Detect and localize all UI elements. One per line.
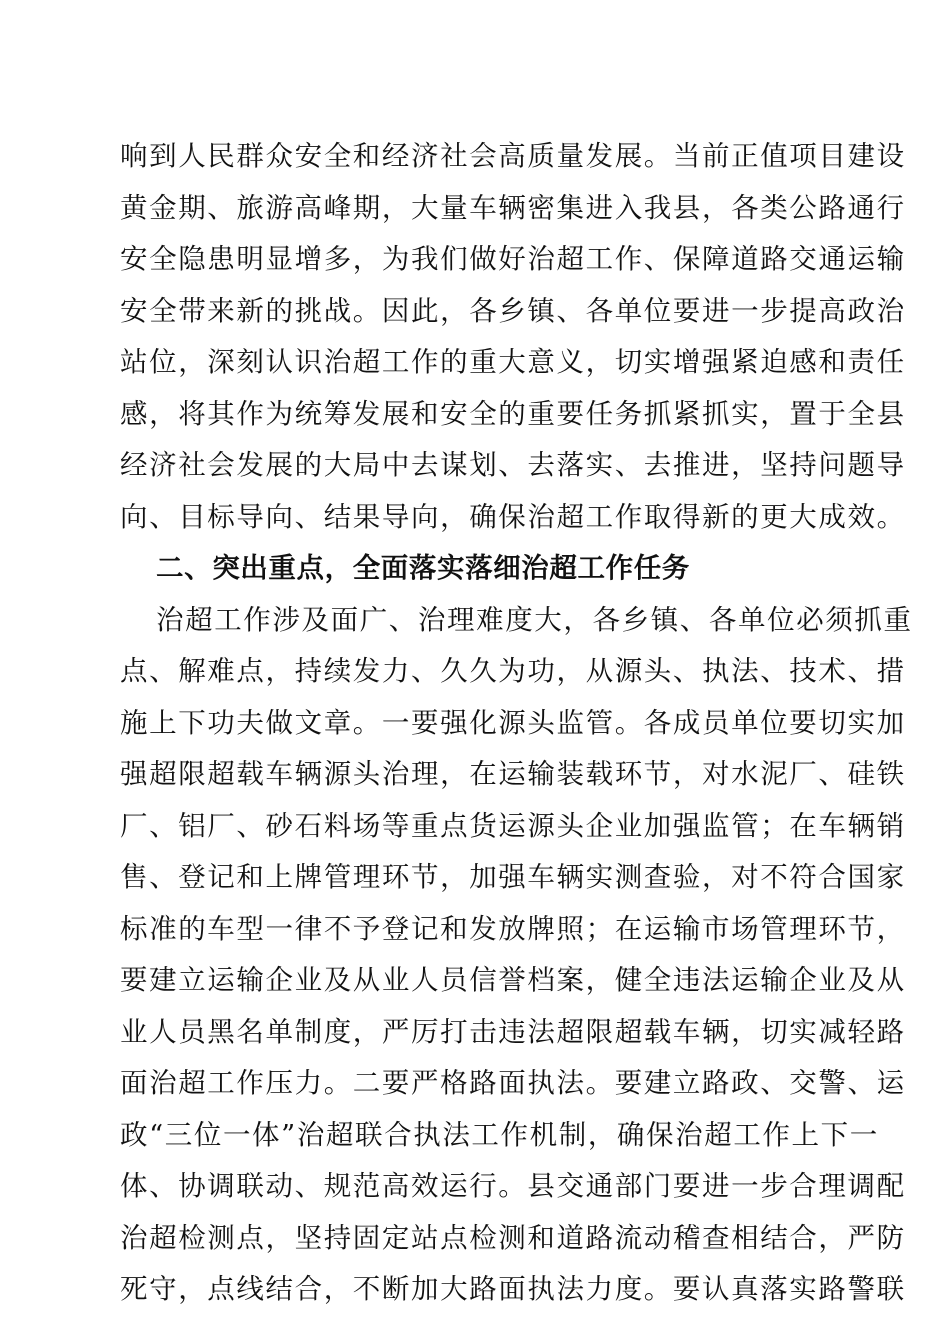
paragraph-line: 业人员黑名单制度，严厉打击违法超限超载车辆，切实减轻路 xyxy=(120,1015,906,1048)
paragraph-line: 响到人民群众安全和经济社会高质量发展。当前正值项目建设 xyxy=(120,140,906,172)
paragraph-line: 体、协调联动、规范高效运行。县交通部门要进一步合理调配 xyxy=(120,1170,906,1202)
paragraph-line: 经济社会发展的大局中去谋划、去落实、去推进，坚持问题导 xyxy=(120,449,906,481)
paragraph-line: 点、解难点，持续发力、久久为功，从源头、执法、技术、措 xyxy=(120,655,906,687)
paragraph-line: 治超检测点，坚持固定站点检测和道路流动稽查相结合，严防 xyxy=(120,1221,906,1254)
paragraph-line: 治超工作涉及面广、治理难度大，各乡镇、各单位必须抓重 xyxy=(156,603,913,636)
section-heading: 二、突出重点，全面落实落细治超工作任务 xyxy=(156,552,690,584)
paragraph-line: 面治超工作压力。二要严格路面执法。要建立路政、交警、运 xyxy=(120,1067,906,1099)
paragraph-line: 施上下功夫做文章。一要强化源头监管。各成员单位要切实加 xyxy=(120,706,906,739)
paragraph-line: 安全隐患明显增多，为我们做好治超工作、保障道路交通运输 xyxy=(120,243,906,275)
paragraph-line: 站位，深刻认识治超工作的重大意义，切实增强紧迫感和责任 xyxy=(120,346,906,378)
paragraph-line: 安全带来新的挑战。因此，各乡镇、各单位要进一步提高政治 xyxy=(120,294,906,327)
paragraph-line: 死守，点线结合，不断加大路面执法力度。要认真落实路警联 xyxy=(120,1273,906,1305)
paragraph-line: 标准的车型一律不予登记和发放牌照；在运输市场管理环节， xyxy=(120,912,906,945)
paragraph-line: 强超限超载车辆源头治理，在运输装载环节，对水泥厂、硅铁 xyxy=(120,758,906,790)
paragraph-line: 要建立运输企业及从业人员信誉档案，健全违法运输企业及从 xyxy=(120,964,906,996)
paragraph-line: 黄金期、旅游高峰期，大量车辆密集进入我县，各类公路通行 xyxy=(120,191,906,224)
paragraph-line: 厂、铝厂、砂石料场等重点货运源头企业加强监管；在车辆销 xyxy=(120,809,906,842)
paragraph-line: 售、登记和上牌管理环节，加强车辆实测查验，对不符合国家 xyxy=(120,861,906,893)
paragraph-line: 向、目标导向、结果导向，确保治超工作取得新的更大成效。 xyxy=(120,500,906,533)
paragraph-line: 政“三位一体”治超联合执法工作机制，确保治超工作上下一 xyxy=(120,1118,879,1151)
paragraph-line: 感，将其作为统筹发展和安全的重要任务抓紧抓实，置于全县 xyxy=(120,397,906,430)
